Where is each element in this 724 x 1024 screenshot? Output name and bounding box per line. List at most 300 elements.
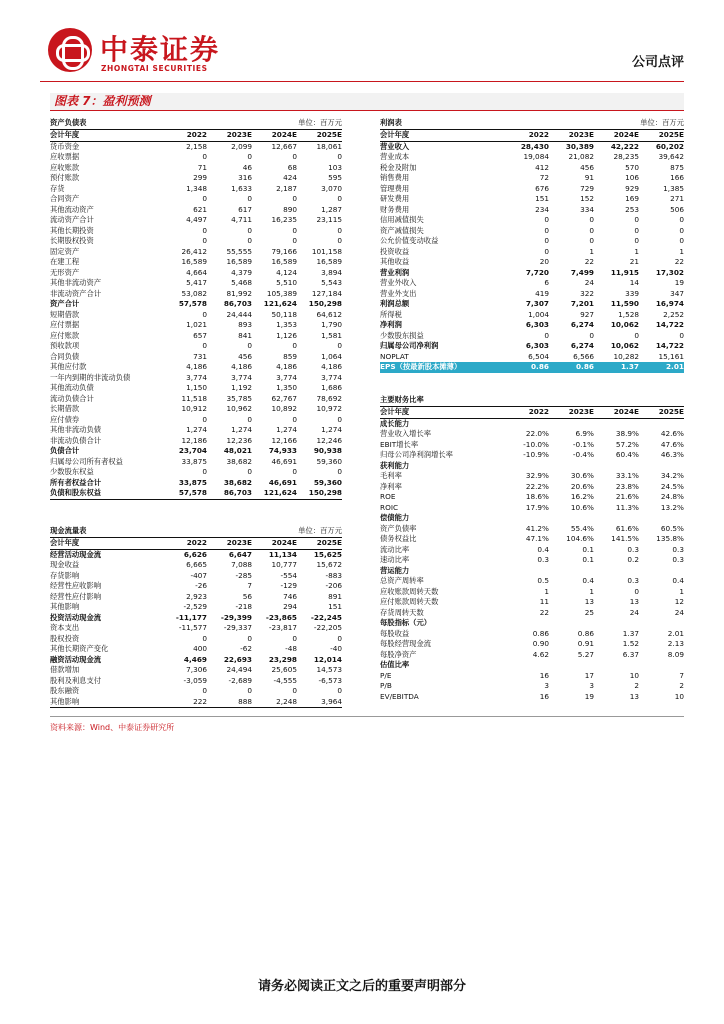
table-row — [380, 331, 684, 342]
cell-value: 18.6% — [525, 492, 549, 501]
row-label: 负债合计 — [50, 446, 80, 455]
cell-value: 0.1 — [582, 544, 594, 554]
cell-value: 6,303 — [525, 320, 549, 329]
disclaimer-footer: 请务必阅读正文之后的重要声明部分 — [257, 979, 466, 994]
cell-value: 46.3% — [660, 450, 684, 459]
cell-value: 13 — [629, 597, 639, 606]
cell-value: 316 — [238, 173, 252, 182]
cell-value: 4,711 — [231, 215, 252, 224]
cell-value: -40 — [330, 644, 342, 653]
cell-value: 135.8% — [656, 534, 684, 543]
cell-value: 621 — [193, 204, 207, 214]
year-header: 2023E — [568, 406, 594, 416]
cell-value: 893 — [238, 320, 252, 329]
table-row — [50, 394, 342, 405]
cell-value: 334 — [580, 204, 594, 214]
table-unit: 单位：百万元 — [640, 118, 684, 127]
cell-value: -22,205 — [313, 623, 342, 632]
table-row — [50, 457, 342, 468]
cell-value: 2,248 — [276, 696, 297, 706]
cell-value: 2 — [679, 681, 684, 690]
cell-value: 6,665 — [186, 560, 207, 569]
cell-value: 595 — [328, 173, 342, 182]
cell-value: 10,062 — [610, 341, 639, 350]
cell-value: 13 — [584, 597, 594, 606]
year-header: 2025E — [658, 406, 684, 416]
cell-value: 6.9% — [575, 429, 594, 438]
cell-value: 16.2% — [570, 492, 594, 501]
cell-value: -29,337 — [223, 623, 252, 632]
cell-value: 10 — [674, 691, 684, 701]
table-row — [50, 478, 342, 489]
cell-value — [639, 566, 684, 577]
cell-value: 0.86 — [575, 362, 594, 371]
row-label: 应收账款 — [50, 162, 80, 172]
cell-value: 24,444 — [226, 309, 252, 319]
row-label: 融资活动现金流 — [50, 654, 102, 664]
cell-value: 0 — [292, 236, 297, 245]
year-header: 2025E — [316, 129, 342, 139]
cell-value: -883 — [325, 570, 342, 580]
cell-value: 25,605 — [271, 665, 297, 674]
cell-value: 0 — [247, 414, 252, 424]
cell-value: 0 — [679, 236, 684, 245]
report-type: 公司点评 — [631, 55, 684, 70]
cell-value: 59,360 — [316, 456, 342, 466]
row-label: 税金及附加 — [380, 162, 417, 172]
cell-value — [549, 461, 594, 472]
cell-value — [504, 461, 549, 472]
row-label: 估值比率 — [380, 660, 410, 669]
row-label: 每股指标（元） — [380, 618, 432, 627]
cell-value: -11,177 — [175, 612, 207, 622]
year-header: 2023E — [568, 129, 594, 139]
table-row — [50, 613, 342, 624]
row-label: 总资产周转率 — [380, 576, 424, 585]
table-row — [380, 524, 684, 535]
cell-value — [639, 513, 684, 524]
cell-value: 56 — [242, 591, 252, 601]
cell-value: 0 — [589, 330, 594, 340]
cell-value: 20.6% — [570, 481, 594, 491]
row-label: 其他非流动负债 — [50, 425, 102, 434]
column-label: 会计年度 — [50, 537, 80, 547]
cell-value: 419 — [535, 288, 549, 298]
cell-value: 6,274 — [570, 320, 594, 329]
table-row — [50, 257, 342, 268]
table-unit: 单位：百万元 — [298, 118, 342, 127]
cell-value: 16,974 — [655, 299, 684, 308]
table-unit: 单位：百万元 — [298, 526, 342, 535]
cell-value: 10.6% — [570, 502, 594, 512]
row-label: 长期借款 — [50, 404, 80, 413]
cell-value: 60.4% — [615, 450, 639, 459]
cell-value: 7,306 — [186, 665, 207, 674]
row-label: ROIC — [380, 502, 399, 512]
table-row — [50, 467, 342, 478]
cell-value: 19,084 — [523, 152, 549, 161]
cell-value — [639, 660, 684, 671]
table-row — [50, 331, 342, 342]
cell-value: 322 — [580, 288, 594, 298]
cell-value: 81,992 — [226, 288, 252, 298]
cell-value: 424 — [283, 173, 297, 182]
cell-value: -23,865 — [265, 612, 297, 622]
row-label: 存货影响 — [50, 570, 80, 580]
row-label: 非流动资产合计 — [50, 288, 102, 298]
cell-value: 5,510 — [276, 278, 297, 287]
cell-value: 0 — [544, 225, 549, 235]
cell-value: -129 — [280, 581, 297, 590]
cell-value: 4.62 — [532, 649, 549, 659]
row-label: 其他长期资产变化 — [50, 644, 109, 653]
cell-value: 0.1 — [582, 555, 594, 564]
cell-value: 676 — [535, 183, 549, 193]
cell-value: 2,252 — [663, 309, 684, 319]
cell-value: 0 — [247, 633, 252, 643]
row-label: 少数股东权益 — [50, 467, 94, 476]
row-label: 管理费用 — [380, 183, 410, 193]
table-row — [50, 644, 342, 655]
cell-value: 10,062 — [610, 320, 639, 329]
cell-value: 0 — [202, 194, 207, 203]
cell-value: 0.4 — [537, 544, 549, 554]
cell-value — [639, 461, 684, 472]
row-label: 销售费用 — [380, 173, 410, 182]
cell-value: 42,222 — [610, 141, 639, 151]
cell-value — [504, 660, 549, 671]
table-row — [50, 686, 342, 697]
row-label: 经营性应收影响 — [50, 581, 102, 590]
figure-divider — [50, 110, 684, 111]
cell-value: 0 — [202, 309, 207, 319]
cell-value: 1,004 — [528, 309, 549, 319]
table-title-row — [50, 526, 342, 538]
cell-value: 12,246 — [316, 435, 342, 445]
cell-value: 1,126 — [276, 330, 297, 340]
table-row — [380, 450, 684, 461]
cell-value: 4,186 — [276, 362, 297, 371]
cell-value: 6,274 — [570, 341, 594, 350]
row-label: 利润总额 — [380, 299, 410, 308]
column-label: 会计年度 — [50, 129, 80, 139]
cell-value: 22 — [584, 257, 594, 266]
cell-value: 0 — [247, 152, 252, 161]
cell-value — [504, 419, 549, 430]
year-header: 2022 — [528, 129, 549, 139]
cell-value: 53,082 — [181, 288, 207, 298]
cell-value: 2,099 — [231, 141, 252, 151]
cell-value: 1 — [679, 586, 684, 596]
table-row — [50, 623, 342, 634]
row-label: 经营性应付影响 — [50, 591, 102, 601]
table-row — [50, 205, 342, 216]
cell-value: 101,158 — [311, 246, 342, 256]
cell-value: -23,817 — [268, 623, 297, 632]
cell-value: -407 — [190, 570, 207, 580]
source-note: 资料来源：Wind、中泰证券研究所 — [50, 723, 175, 732]
table-row — [50, 310, 342, 321]
cell-value: 11,518 — [181, 393, 207, 403]
cell-value: 33,875 — [181, 456, 207, 466]
source-divider — [50, 716, 684, 717]
table-row — [380, 352, 684, 363]
cell-value: 1,581 — [321, 330, 342, 340]
row-label: 速动比率 — [380, 555, 410, 564]
cell-value: 14,573 — [316, 665, 342, 674]
cell-value: 0 — [589, 236, 594, 245]
cell-value: 0 — [247, 686, 252, 695]
cell-value — [594, 419, 639, 430]
row-label: 净利率 — [380, 481, 402, 491]
cell-value: 86,703 — [223, 299, 252, 308]
year-header: 2025E — [316, 537, 342, 547]
cell-value: 1,150 — [186, 383, 207, 392]
cell-value: 7,720 — [525, 267, 549, 277]
table-row — [380, 608, 684, 619]
row-label: 借款增加 — [50, 665, 80, 674]
cell-value: 0 — [202, 467, 207, 476]
cell-value: 1,274 — [231, 425, 252, 434]
figure-title: 图表 7：盈利预测 — [50, 93, 684, 110]
row-label: 流动比率 — [380, 544, 410, 554]
cell-value: 234 — [535, 204, 549, 214]
row-label: 资产减值损失 — [380, 225, 424, 235]
row-label: EBIT增长率 — [380, 439, 419, 449]
cell-value: 47.6% — [660, 439, 684, 449]
cell-value: 729 — [580, 183, 594, 193]
cell-value: 347 — [670, 288, 684, 298]
cell-value: 38.9% — [615, 429, 639, 438]
cell-value: 11.3% — [615, 502, 639, 512]
table-row — [380, 341, 684, 352]
row-label: 预付账款 — [50, 173, 80, 182]
table-row — [50, 236, 342, 247]
cell-value: 4,469 — [183, 654, 207, 664]
cell-value: 23,704 — [178, 446, 207, 455]
cell-value: 929 — [625, 183, 639, 193]
cell-value: 0 — [544, 246, 549, 256]
cell-value: 150,298 — [308, 488, 342, 497]
cell-value: 151 — [535, 194, 549, 203]
cell-value: 21.6% — [615, 492, 639, 501]
cell-value: 1 — [679, 246, 684, 256]
table-title-row — [50, 118, 342, 130]
income-statement-table — [380, 118, 684, 373]
cell-value: 731 — [193, 351, 207, 361]
row-label: 货币资金 — [50, 141, 80, 151]
balance-sheet-table — [50, 118, 342, 500]
cell-value: 11,590 — [610, 299, 639, 308]
cell-value — [504, 513, 549, 524]
table-row — [380, 163, 684, 174]
table-row — [380, 534, 684, 545]
cell-value: 271 — [670, 194, 684, 203]
cell-value: 16,235 — [271, 215, 297, 224]
row-label: 营运能力 — [380, 565, 410, 575]
row-label: 应收票据 — [50, 152, 80, 161]
brand-name-en: ZHONGTAI SECURITIES — [101, 64, 208, 73]
cell-value: 59,360 — [313, 477, 342, 487]
table-row — [380, 289, 684, 300]
cell-value: 10,972 — [316, 404, 342, 413]
cell-value: 46,691 — [271, 456, 297, 466]
cell-value: 0 — [589, 225, 594, 235]
cell-value: 0 — [202, 633, 207, 643]
cell-value: 3,894 — [321, 267, 342, 277]
cell-value: 46,691 — [268, 477, 297, 487]
table-row — [380, 184, 684, 195]
row-label: 无形资产 — [50, 267, 80, 277]
cell-value: 17 — [584, 670, 594, 680]
cell-value: 38,682 — [223, 477, 252, 487]
cell-value: 1 — [589, 246, 594, 256]
cell-value: 6,626 — [183, 549, 207, 559]
row-label: 其他影响 — [50, 696, 80, 706]
cell-value: 12,667 — [271, 141, 297, 151]
cell-value: 60,202 — [655, 141, 684, 151]
cell-value: 0 — [292, 194, 297, 203]
cell-value: 150,298 — [308, 299, 342, 308]
table-row — [50, 665, 342, 676]
cell-value: 0 — [202, 414, 207, 424]
row-label: 股东融资 — [50, 686, 80, 695]
row-label: 少数股东损益 — [380, 330, 424, 340]
table-row — [380, 671, 684, 682]
table-row — [50, 655, 342, 666]
table-row — [50, 163, 342, 174]
cell-value — [549, 419, 594, 430]
cell-value: 339 — [625, 288, 639, 298]
row-label: 流动负债合计 — [50, 393, 94, 403]
column-label: 会计年度 — [380, 129, 410, 139]
table-row — [50, 425, 342, 436]
cell-value: 57,578 — [178, 488, 207, 497]
cell-value: 6,647 — [228, 549, 252, 559]
year-header: 2022 — [528, 406, 549, 416]
table-row — [50, 299, 342, 310]
cell-value: 0 — [337, 236, 342, 245]
cell-value: 121,624 — [263, 488, 297, 497]
cell-value: 6.37 — [622, 649, 639, 659]
row-label: 其他非流动资产 — [50, 278, 102, 287]
cell-value: 4,186 — [186, 362, 207, 371]
cell-value: 0 — [337, 686, 342, 695]
cell-value: 22.0% — [525, 429, 549, 438]
cell-value: 6,303 — [525, 341, 549, 350]
table-row — [50, 550, 342, 561]
cell-value: 11,134 — [268, 549, 297, 559]
cell-value: 74,933 — [268, 446, 297, 455]
year-header: 2024E — [271, 129, 297, 139]
table-row — [50, 184, 342, 195]
cell-value — [594, 618, 639, 629]
row-label: P/E — [380, 670, 392, 680]
cell-value — [639, 419, 684, 430]
cell-value: 4,379 — [231, 267, 252, 277]
cell-value: 888 — [238, 696, 252, 706]
cell-value: -0.1% — [572, 439, 594, 449]
cell-value: 10,892 — [271, 404, 297, 413]
table-row — [50, 247, 342, 258]
row-label: 合同资产 — [50, 194, 80, 203]
year-header: 2023E — [226, 537, 252, 547]
row-label: ROE — [380, 492, 396, 501]
row-label: 投资收益 — [380, 246, 410, 256]
table-row — [50, 415, 342, 426]
table-row — [380, 692, 684, 703]
cell-value: 1,686 — [321, 383, 342, 392]
cell-value: 891 — [328, 591, 342, 601]
row-label: 长期股权投资 — [50, 236, 94, 245]
cell-value: 17.9% — [525, 502, 549, 512]
cell-value: 1,021 — [186, 320, 207, 329]
cell-value: 19 — [584, 691, 594, 701]
cell-value: 1,528 — [618, 309, 639, 319]
cell-value: 152 — [580, 194, 594, 203]
table-row — [380, 566, 684, 577]
row-label: 偿债能力 — [380, 513, 410, 522]
cell-value: 12 — [674, 597, 684, 606]
cell-value: 2.13 — [667, 639, 684, 648]
table-row — [380, 299, 684, 310]
table-row — [380, 492, 684, 503]
cell-value: 57,578 — [178, 299, 207, 308]
cell-value: 0.4 — [672, 576, 684, 585]
year-header: 2025E — [658, 129, 684, 139]
row-label: 负债和股东权益 — [50, 488, 102, 497]
row-label: 营业外支出 — [380, 288, 417, 298]
cell-value: 412 — [535, 162, 549, 172]
cell-value: 11,915 — [610, 267, 639, 277]
cell-value: 24 — [674, 607, 684, 617]
row-label: 短期借款 — [50, 309, 80, 319]
row-label: P/B — [380, 681, 392, 690]
cell-value: 1,287 — [321, 204, 342, 214]
cell-value: 299 — [193, 173, 207, 182]
cell-value: 400 — [193, 644, 207, 653]
cell-value: 3,774 — [321, 372, 342, 382]
cell-value: 1,348 — [186, 183, 207, 193]
cell-value: 5,468 — [231, 278, 252, 287]
cell-value: 68 — [287, 162, 297, 172]
cell-value: 2.01 — [667, 628, 684, 638]
table-row — [380, 310, 684, 321]
cell-value: 1,790 — [321, 320, 342, 329]
table-row — [50, 152, 342, 163]
cell-value: -2,689 — [228, 675, 252, 685]
cell-value: 7 — [679, 670, 684, 680]
row-label: 所有者权益合计 — [50, 477, 102, 487]
cell-value — [594, 566, 639, 577]
table-row — [50, 289, 342, 300]
row-label: 投资活动现金流 — [50, 612, 102, 622]
cell-value: 16,589 — [181, 257, 207, 266]
row-label: 其他应付款 — [50, 362, 87, 371]
cell-value: -22,245 — [310, 612, 342, 622]
cell-value: 12,166 — [271, 435, 297, 445]
cell-value — [594, 513, 639, 524]
cell-value: 6 — [544, 278, 549, 287]
row-label: 其他影响 — [50, 602, 80, 611]
year-header: 2022 — [186, 129, 207, 139]
table-row — [50, 268, 342, 279]
table-row — [50, 634, 342, 645]
cell-value — [549, 513, 594, 524]
cell-value: 3,070 — [321, 183, 342, 193]
table-row — [380, 152, 684, 163]
cell-value: 1,192 — [231, 383, 252, 392]
